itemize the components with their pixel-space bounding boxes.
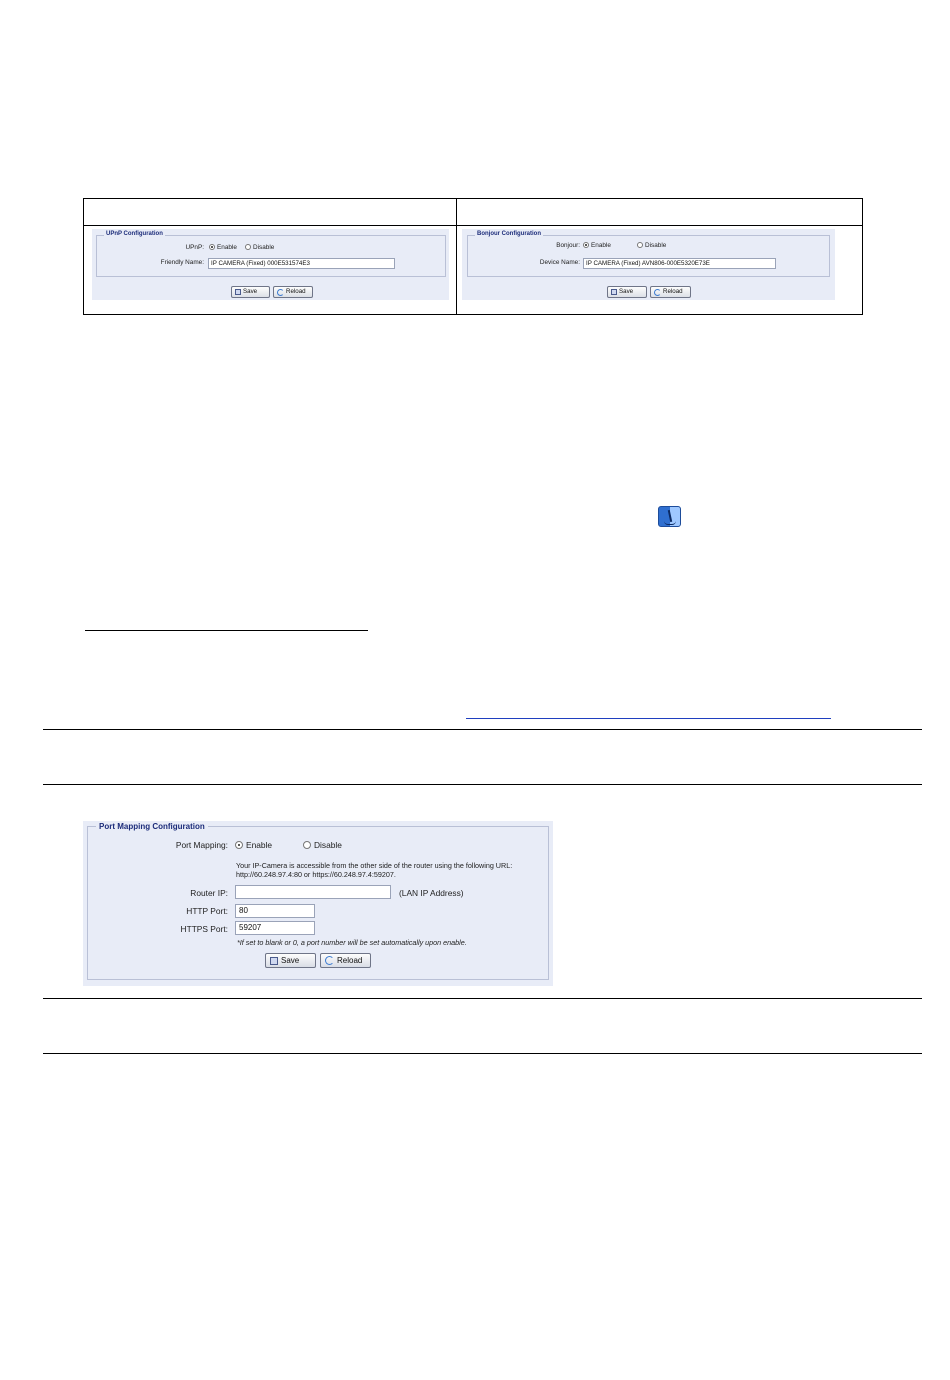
device-name-label: Device Name: [539, 259, 580, 266]
access-info-line1: Your IP-Camera is accessible from the other side of the router using the following URL: [236, 861, 513, 870]
finder-icon [658, 506, 681, 527]
router-ip-input[interactable] [235, 885, 391, 899]
router-ip-label: Router IP: [190, 888, 228, 898]
upnp-configuration-panel [92, 229, 449, 300]
port-mapping-legend: Port Mapping Configuration [96, 821, 208, 832]
upnp-enable-radio[interactable] [209, 243, 237, 253]
bonjour-enable-radio[interactable] [583, 241, 611, 251]
https-port-input[interactable]: 59207 [235, 921, 315, 935]
reload-icon [325, 956, 334, 965]
upnp-reload-button[interactable]: Reload [273, 286, 313, 298]
reload-icon [654, 289, 661, 296]
router-ip-hint: (LAN IP Address) [399, 888, 464, 898]
table-header-divider [84, 225, 862, 226]
radio-selected-icon [583, 242, 589, 248]
bonjour-disable-radio[interactable] [637, 241, 666, 251]
bonjour-legend: Bonjour Configuration [477, 231, 541, 237]
bonjour-label: Bonjour: [556, 242, 580, 249]
bonjour-save-button[interactable]: Save [607, 286, 647, 298]
port-mapping-enable-radio[interactable] [235, 840, 272, 851]
friendly-name-input[interactable]: IP CAMERA (Fixed) 000E531574E3 [208, 258, 395, 269]
heading-underline [85, 630, 368, 631]
upnp-disable-radio[interactable] [245, 243, 274, 253]
bonjour-reload-button[interactable]: Reload [650, 286, 691, 298]
port-mapping-enable-label: Enable [246, 840, 273, 850]
friendly-name-label: Friendly Name: [160, 259, 204, 266]
https-port-label: HTTPS Port: [180, 924, 228, 934]
port-mapping-configuration-panel [83, 821, 553, 986]
port-note: *If set to blank or 0, a port number will be set automatically upon enable. [237, 938, 467, 947]
device-name-input[interactable]: IP CAMERA (Fixed) AVN806-000E5320E73E [583, 258, 776, 269]
upnp-fieldset [96, 235, 446, 277]
upnp-enable-label: Enable [217, 244, 237, 251]
note-box-bottom-rule [43, 784, 922, 785]
upnp-legend: UPnP Configuration [106, 231, 163, 237]
port-mapping-label: Port Mapping: [175, 840, 228, 850]
radio-selected-icon [235, 841, 243, 849]
upnp-label: UPnP: [185, 244, 204, 251]
radio-unselected-icon [245, 244, 251, 250]
note-box-top-rule [43, 729, 922, 730]
note-box-2-bottom-rule [43, 1053, 922, 1054]
table-column-divider [456, 199, 457, 314]
hyperlink-underline[interactable] [466, 718, 831, 719]
radio-unselected-icon [303, 841, 311, 849]
save-icon [235, 289, 241, 295]
port-mapping-save-button[interactable]: Save [265, 953, 316, 968]
note-box-2-top-rule [43, 998, 922, 999]
upnp-save-button[interactable]: Save [231, 286, 270, 298]
radio-unselected-icon [637, 242, 643, 248]
upnp-disable-label: Disable [253, 244, 275, 251]
save-icon [270, 957, 278, 965]
port-mapping-reload-button[interactable]: Reload [320, 953, 371, 968]
radio-selected-icon [209, 244, 215, 250]
http-port-label: HTTP Port: [186, 906, 228, 916]
reload-icon [277, 289, 284, 296]
access-info-line2: http://60.248.97.4:80 or https://60.248.97.4:59207. [236, 870, 396, 879]
http-port-input[interactable]: 80 [235, 904, 315, 918]
bonjour-configuration-panel [462, 229, 835, 300]
bonjour-enable-label: Enable [591, 242, 611, 249]
save-icon [611, 289, 617, 295]
bonjour-disable-label: Disable [645, 242, 667, 249]
port-mapping-disable-radio[interactable] [303, 840, 342, 851]
comparison-table [83, 198, 863, 315]
port-mapping-disable-label: Disable [314, 840, 342, 850]
